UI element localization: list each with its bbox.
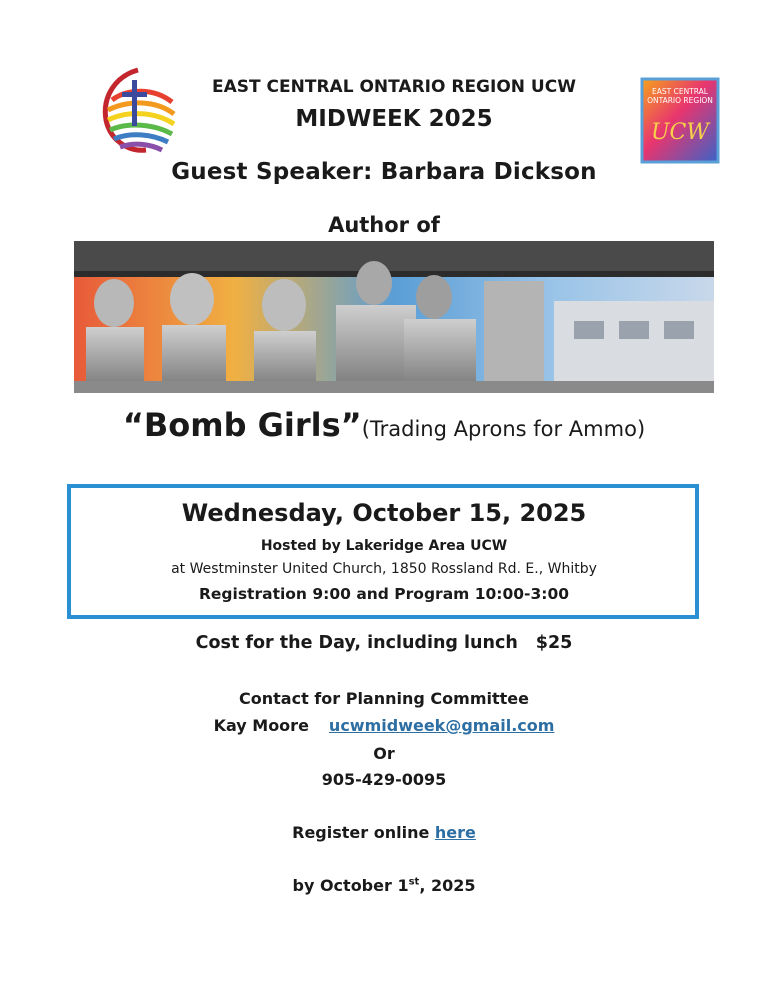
deadline-suffix: st: [408, 876, 420, 888]
contact-name: Kay Moore: [213, 716, 309, 735]
registration-deadline: [0, 876, 768, 895]
deadline-year: , 2025: [419, 876, 476, 895]
cost-amount: $25: [535, 633, 573, 653]
register-online-line: [0, 823, 768, 842]
bomb-girls-mural-image: [74, 241, 714, 393]
contact-or: Or: [373, 744, 395, 763]
contact-email-link[interactable]: ucwmidweek@gmail.com: [328, 716, 555, 735]
register-text: Register online: [292, 823, 430, 842]
ecor-ucw-logo: [640, 77, 720, 164]
author-of: Author of: [328, 213, 440, 237]
book-title-line: [0, 406, 768, 444]
cost-label: Cost for the Day, including lunch: [195, 633, 518, 653]
cost-line: [0, 633, 768, 653]
region-title: EAST CENTRAL ONTARIO REGION UCW: [212, 77, 576, 97]
logo-ucw-mark: UCW: [651, 120, 709, 145]
register-here-link[interactable]: here: [434, 823, 476, 842]
book-subtitle: (Trading Aprons for Ammo): [361, 417, 646, 441]
event-name: MIDWEEK 2025: [295, 106, 493, 132]
logo-text-line2: ONTARIO REGION: [647, 96, 713, 105]
contact-phone: 905-429-0095: [321, 770, 447, 789]
book-title: “Bomb Girls”: [122, 406, 362, 444]
event-schedule: Registration 9:00 and Program 10:00-3:00: [198, 585, 570, 603]
contact-line: [0, 716, 768, 735]
event-date: Wednesday, October 15, 2025: [181, 499, 587, 527]
contact-title: Contact for Planning Committee: [239, 689, 529, 708]
guest-speaker: Guest Speaker: Barbara Dickson: [171, 159, 597, 185]
event-host: Hosted by Lakeridge Area UCW: [260, 538, 508, 554]
event-location: at Westminster United Church, 1850 Rossland Rd. E., Whitby: [171, 561, 597, 577]
ucw-rainbow-cross-logo: [98, 66, 178, 154]
deadline-prefix: by October 1: [292, 876, 409, 895]
logo-text-line1: EAST CENTRAL: [652, 87, 708, 96]
